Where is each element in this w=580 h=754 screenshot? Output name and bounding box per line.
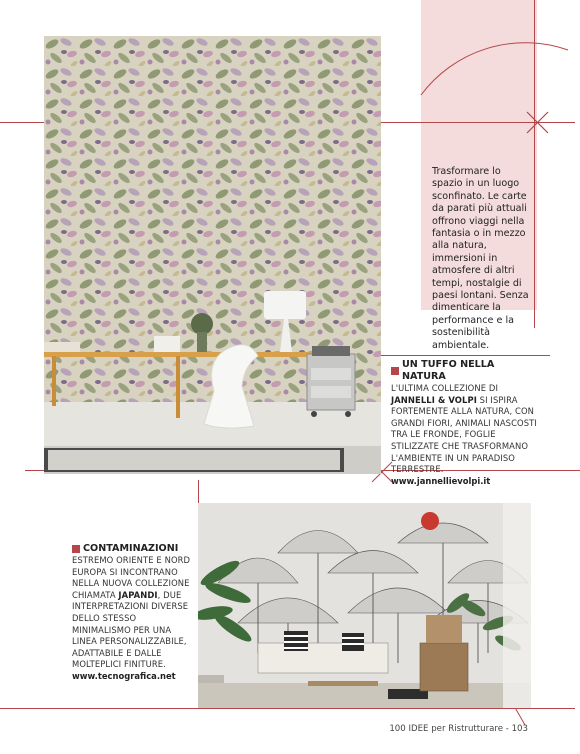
intro-text: Trasformare lo spazio in un luogo sconfinato. Le carte da parati più attuali offrono viaggi nella fantasia o in mezzo alla natura, immersioni in atmosfere di altri tempi, nostalgie di paesi lontani. Senza dimenticare la performance e la sostenibilità ambientale. (432, 166, 529, 351)
caption-contaminations (72, 543, 196, 683)
bullet-square-icon (391, 367, 399, 375)
caption-body: L'ULTIMA COLLEZIONE DI JANNELLI & VOLPI SI ISPIRA FORTEMENTE ALLA NATURA, CON GRANDI FIORI, ANIMALI NASCOSTI TRA LE FRONDE, FOGLIE STILIZZATE CHE TRASFORMANO L'AMBIENTE IN UN PARADISO TERRESTRE. (391, 383, 537, 475)
bullet-square-icon (72, 545, 80, 553)
red-sun (421, 512, 439, 530)
page-footer: 100 IDEE per Ristrutturare - 103 (389, 724, 528, 734)
caption-body: ESTREMO ORIENTE E NORD EUROPA SI INCONTRANO NELLA NUOVA COLLEZIONE CHIAMATA JAPANDI, DUE INTERPRETAZIONI DIVERSE DELLO STESSO MINIMALISMO PER UNA LINEA PERSONALIZZABILE, ADATTABILE E DALLE MOLTEPLICI FINITURE. (72, 555, 191, 670)
caption-url-link[interactable]: www.tecnografica.net (72, 670, 176, 681)
photo-japandi-wallpaper (198, 503, 531, 708)
caption-title: UN TUFFO NELLA NATURA (391, 359, 541, 383)
photo-floral-wallpaper (44, 36, 381, 474)
caption-url-link[interactable]: www.jannellievolpi.it (391, 475, 491, 486)
brand-name: JAPANDI (118, 589, 158, 600)
caption-nature (391, 359, 541, 487)
floral-room-illustration (44, 36, 381, 474)
decor-arc (421, 43, 568, 95)
japandi-room-illustration (198, 503, 531, 708)
brand-name: JANNELLI & VOLPI (391, 394, 477, 405)
caption-title: CONTAMINAZIONI (72, 543, 196, 555)
